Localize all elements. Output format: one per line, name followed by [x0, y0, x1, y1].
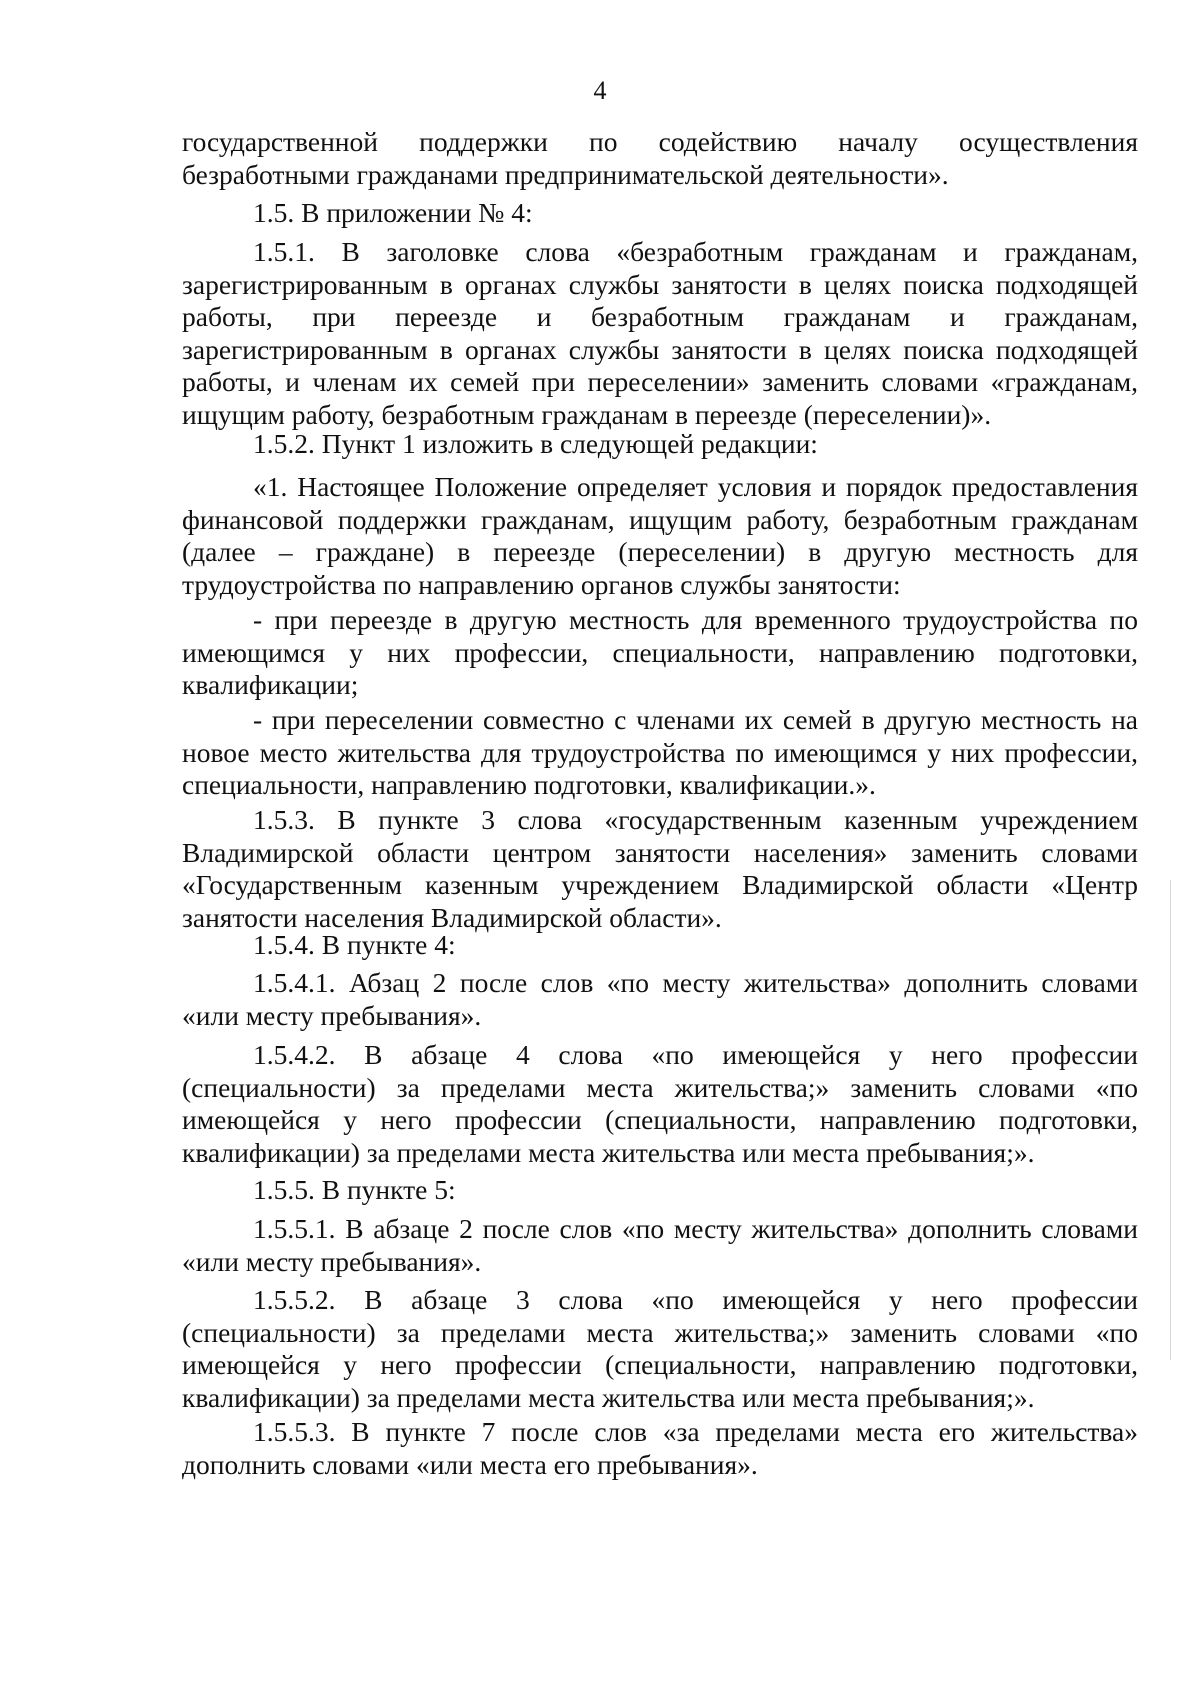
paragraph-1-5-5-1: 1.5.5.1. В абзаце 2 после слов «по месту жительства» дополнить словами «или месту пребывания».	[182, 1213, 1138, 1277]
paragraph-1-5-2: 1.5.2. Пункт 1 изложить в следующей редакции:	[253, 428, 818, 459]
paragraph-1-5-5: 1.5.5. В пункте 5:	[253, 1174, 456, 1205]
paragraph-1-5-3: 1.5.3. В пункте 3 слова «государственным казенным учреждением Владимирской области центром занятости населения» заменить словами «Государственным казенным учреждением Владимирской области «Центр занятости населения Владимирской области».	[182, 804, 1138, 933]
paragraph-continuation: государственной поддержки по содействию началу осуществления безработными гражданами предпринимательской деятельности».	[182, 126, 1138, 190]
paragraph-point-1: «1. Настоящее Положение определяет условия и порядок предоставления финансовой поддержки гражданам, ищущим работу, безработным гражданам (далее – граждане) в переезде (переселении) в другую местность для трудоустройства по направлению органов службы занятости:	[182, 471, 1138, 600]
paragraph-1-5-5-3: 1.5.5.3. В пункте 7 после слов «за пределами места его жительства» дополнить словами «или места его пребывания».	[182, 1416, 1138, 1480]
paragraph-1-5-4-2: 1.5.4.2. В абзаце 4 слова «по имеющейся у него профессии (специальности) за пределами места жительства;» заменить словами «по имеющейся у него профессии (специальности, направлению подготовки, квалификации) за пределами места жительства или места пребывания;».	[182, 1039, 1138, 1168]
paragraph-1-5-1: 1.5.1. В заголовке слова «безработным гражданам и гражданам, зарегистрированным в органах службы занятости в целях поиска подходящей работы, при переезде и безработным гражданам и гражданам, зарегистрированным в органах службы занятости в целях поиска подходящей работы, и членам их семей при переселении» заменить словами «гражданам, ищущим работу, безработным гражданам в переезде (переселении)».	[182, 236, 1138, 430]
scan-edge-mark	[1170, 880, 1171, 1360]
paragraph-relocation-temporary: - при переезде в другую местность для временного трудоустройства по имеющимся у них профессии, специальности, направлению подготовки, квалификации;	[182, 604, 1138, 701]
page-number: 4	[593, 76, 607, 105]
paragraph-1-5-4-1: 1.5.4.1. Абзац 2 после слов «по месту жительства» дополнить словами «или месту пребывания».	[182, 967, 1138, 1031]
paragraph-resettlement-family: - при переселении совместно с членами их семей в другую местность на новое место жительства для трудоустройства по имеющимся у них профессии, специальности, направлению подготовки, квалификации.».	[182, 704, 1138, 801]
paragraph-1-5-5-2: 1.5.5.2. В абзаце 3 слова «по имеющейся у него профессии (специальности) за пределами места жительства;» заменить словами «по имеющейся у него профессии (специальности, направлению подготовки, квалификации) за пределами места жительства или места пребывания;».	[182, 1284, 1138, 1413]
paragraph-1-5-4: 1.5.4. В пункте 4:	[253, 929, 456, 960]
paragraph-1-5: 1.5. В приложении № 4:	[253, 197, 533, 228]
